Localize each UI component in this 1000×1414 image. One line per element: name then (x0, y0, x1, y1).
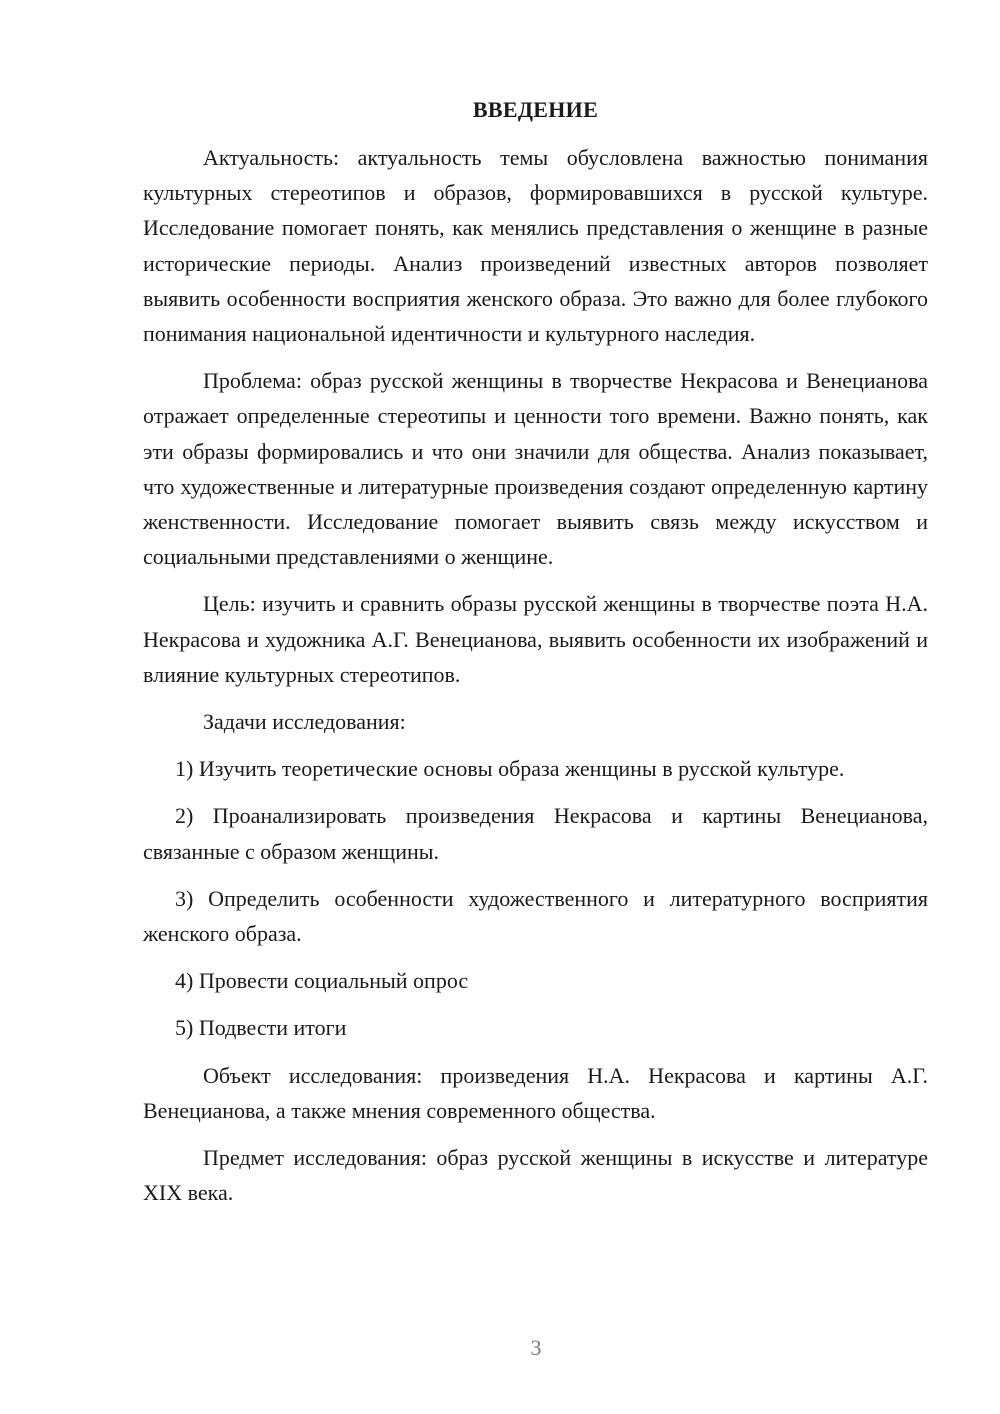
task-item: 4) Провести социальный опрос (175, 968, 469, 994)
page-number: 3 (530, 1335, 542, 1360)
paragraph-problem: Проблема: образ русской женщины в творчестве Некрасова и Венецианова отражает определенные стереотипы и ценности того времени. Важно понять, как эти образы формировались и что они значили для общества. Анализ показывает, что художественные и литературные произведения создают определенную картину женственности. Исследование помогает выявить связь между искусством и социальными представлениями о женщине. (143, 368, 928, 570)
paragraph-relevance: Актуальность: актуальность темы обусловлена важностью понимания культурных стереотипов и образов, формировавшихся в русской культуре. Исследование помогает понять, как менялись представления о женщине в разные исторические периоды. Анализ произведений известных авторов позволяет выявить особенности восприятия женского образа. Это важно для более глубокого понимания национальной идентичности и культурного наследия. (143, 145, 928, 347)
task-item: 2) Проанализировать произведения Некрасова и картины Венецианова, связанные с образом женщины. (143, 803, 928, 864)
paragraph-goal: Цель: изучить и сравнить образы русской женщины в творчестве поэта Н.А. Некрасова и художника А.Г. Венецианова, выявить особенности их изображений и влияние культурных стереотипов. (143, 591, 928, 687)
section-title: ВВЕДЕНИЕ (472, 97, 599, 122)
document-page (143, 92, 928, 1210)
paragraph-subject: Предмет исследования: образ русской женщины в искусстве и литературе XIX века. (143, 1145, 928, 1206)
paragraph-object: Объект исследования: произведения Н.А. Некрасова и картины А.Г. Венецианова, а также мнения современного общества. (143, 1062, 928, 1123)
task-item: 3) Определить особенности художественного и литературного восприятия женского образа. (143, 885, 928, 947)
task-item: 1) Изучить теоретические основы образа женщины в русской культуре. (175, 756, 845, 782)
tasks-heading: Задачи исследования: (203, 709, 406, 735)
task-item: 5) Подвести итоги (175, 1015, 347, 1041)
